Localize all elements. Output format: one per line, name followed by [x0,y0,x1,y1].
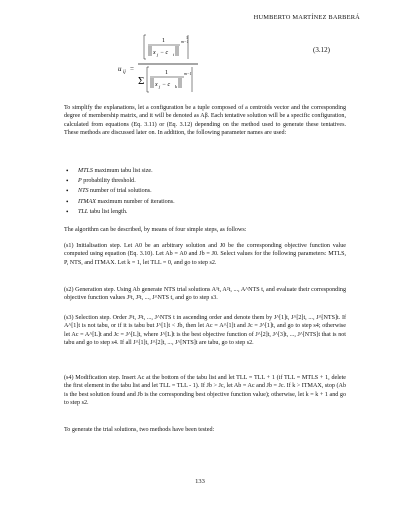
svg-text:i: i [173,52,175,57]
running-head: HUMBERTO MARTÍNEZ BARBERÁ [253,14,360,21]
list-item: • ITMAX maximum number of iterations. [64,197,346,207]
list-item: • MTLS maximum tabu list size. [64,166,346,176]
equation-lhs-sub: ij [123,70,126,75]
paragraph-step1: (s1) Initialisation step. Let A0 be an arbitrary solution and J0 be the corresponding objective function value computed using equation (Eq. 3.10). Let Ab = A0 and Jb = J0. Select values for the following parameters: MTLS, P, NTS, and ITMAX. Let k = 1, let TLL = 0, and go to step s2. [64,243,346,266]
numerator-exp: m−1 [181,39,189,44]
membership-equation [118,34,368,96]
denominator-sigma: Σ [138,75,145,87]
denominator-minus-c: − c [162,82,171,88]
parameter-list [64,166,346,217]
page-number: 133 [195,478,205,485]
equation-number: (3.12) [313,46,330,54]
list-item: • TLL tabu list length. [64,207,346,217]
svg-text:1: 1 [186,35,188,40]
numerator-one: 1 [162,38,165,44]
svg-text:j: j [157,52,159,57]
paragraph-step2: (s2) Generation step. Using Ab generate NTS trial solutions A¹t, A²t, ..., A^NTS t, and evaluate their corresponding objective function values J¹t, J²t, ..., J^NTS t, and go to step s3. [64,287,346,302]
numerator-minus-c: − c [160,50,169,56]
svg-text:=: = [130,65,134,73]
svg-text:j: j [159,84,161,89]
svg-text:k: k [175,84,177,89]
paragraph-step3: (s3) Selection step. Order J¹t, J²t, ..., J^NTS t in ascending order and denote them by J^[1]t, J^[2]t, ..., J^[NTS]t. If A^[1]t is not tabu, or if it is tabu but J^[1]t < Jb, then let Ac = A^[1]t and Jc = J^[1]t, and go to step s4; otherwise let Ac = A^[L]t and Jc = J^[L]t, where J^[L]t is the best objective function of J^[2]t, J^[3]t, ..., J^[NTS]t that is not tabu and go to step s4. If all J^[1]t, J^[2]t, ..., J^[NTS]t are tabu, go to step s2. [64,315,346,347]
numerator-x: x [153,50,156,56]
list-item: • NTS number of trial solutions. [64,186,346,196]
list-item: • P probability threshold. [64,176,346,186]
denominator-x: x [155,82,158,88]
denominator-one: 1 [165,70,168,76]
svg-text:m−1: m−1 [184,71,192,76]
paragraph-step4: (s4) Modification step. Insert Ac at the bottom of the tabu list and let TLL = TLL + 1 (if TLL = MTLS + 1, delete the first element in the tabu list and let TLL = TLL - 1). If Jb > Jc, let Ab = Ac and Jb = Jc. If k > ITMAX, stop (Ab is the best solution found and Jb is the corresponding best objective function value); otherwise, let k = k + 1 and go to step s2. [64,375,346,407]
paragraph-closing: To generate the trial solutions, two methods have been tested: [64,427,215,433]
paragraph-configuration: To simplify the explanations, let a configuration be a tuple composed of a centroids vector and the corresponding degree of membership matrix, and it will be denoted as Aβ. Each tentative solution will be a specific configuration, calculated from equations (Eq. 3.11) or (Eq. 3.12) depending on the method used to generate these tentatives. These methods are discussed later on. In addition, the following parameter names are used: [64,105,346,137]
equation-lhs: u [118,65,122,73]
paragraph-intro-steps: The algorithm can be described, by means of four simple steps, as follows: [64,227,247,233]
